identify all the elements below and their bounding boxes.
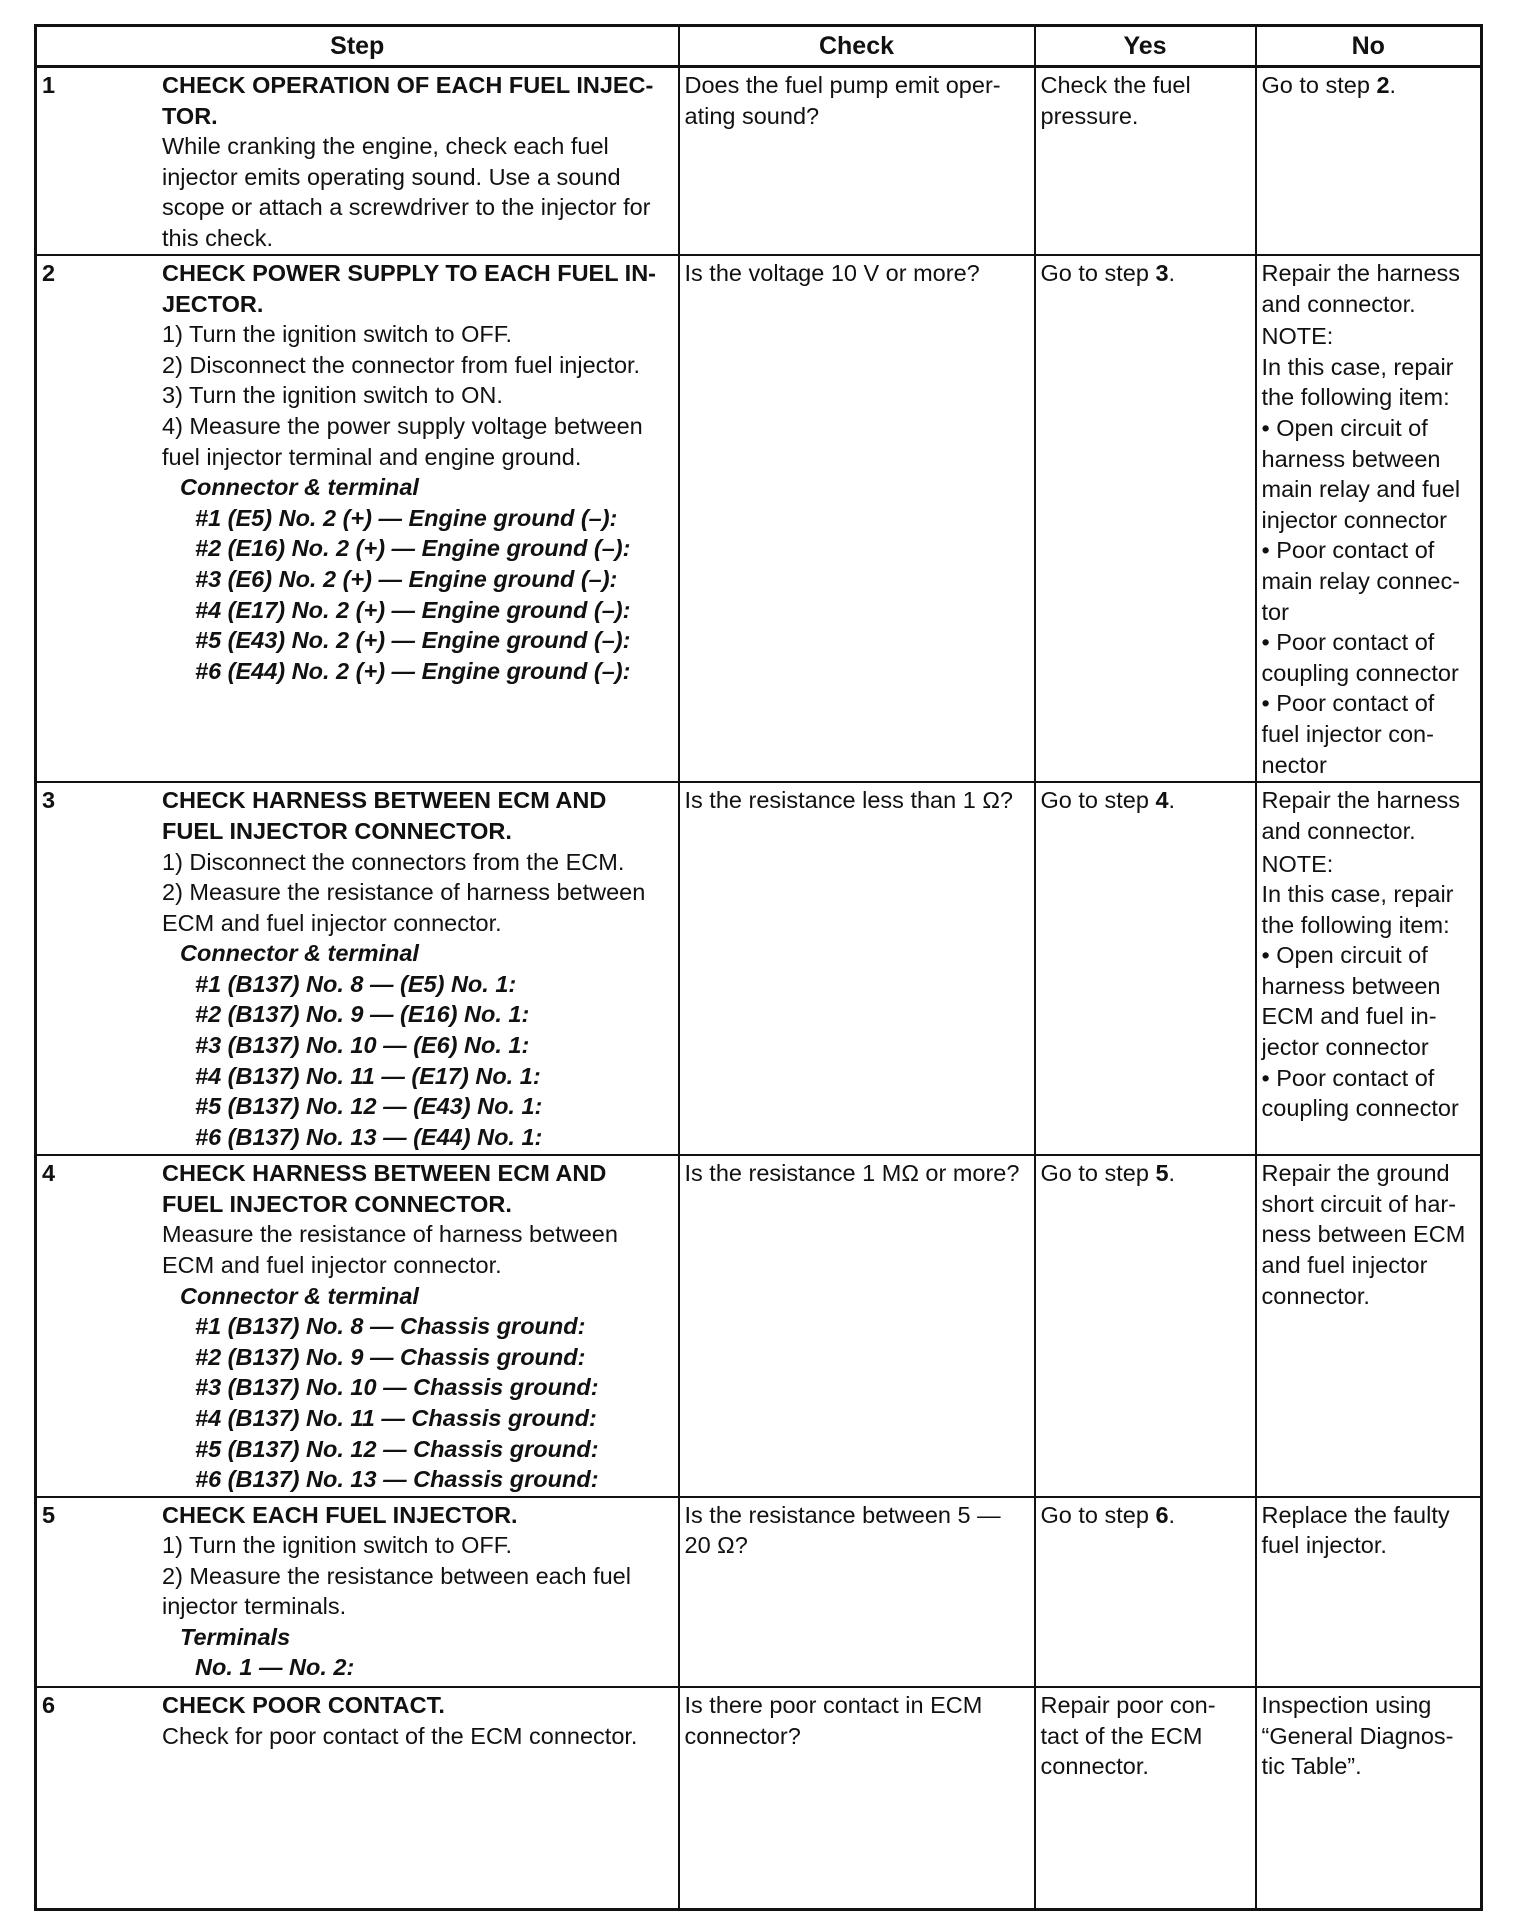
connector-terminal-item: #4 (B137) No. 11 — (E17) No. 1: — [195, 1062, 541, 1089]
step-title: CHECK EACH FUEL INJECTOR. — [162, 1501, 518, 1528]
yes-text-suffix: . — [1168, 787, 1176, 814]
yes-text-suffix: . — [1168, 1501, 1176, 1528]
step-number: 2 — [42, 260, 56, 286]
table-row-step-2 — [36, 255, 1482, 782]
yes-text-suffix: . — [1168, 260, 1176, 286]
terminals-heading: Terminals — [180, 1623, 291, 1650]
yes-cell — [1035, 1155, 1256, 1496]
check-cell: Does the fuel pump emit oper- ating sound? — [679, 67, 1035, 256]
no-cell — [1256, 782, 1482, 1155]
no-main-text: Inspection using “General Diagnos- tic Table”. — [1261, 1691, 1454, 1780]
connector-terminal-item: #2 (B137) No. 9 — Chassis ground: — [195, 1343, 586, 1370]
connector-terminal-item: #6 (B137) No. 13 — Chassis ground: — [195, 1466, 599, 1493]
header-check: Check — [679, 26, 1035, 67]
connector-terminal-item: #6 (B137) No. 13 — (E44) No. 1: — [195, 1123, 543, 1150]
connector-terminal-item: #2 (B137) No. 9 — (E16) No. 1: — [195, 1001, 530, 1028]
step-cell — [36, 67, 679, 256]
yes-text-suffix: . — [1168, 1160, 1176, 1187]
note-item: • Open circuit of harness between ECM and fuel in- jector connector — [1261, 942, 1441, 1061]
step-number: 6 — [42, 1691, 56, 1718]
check-cell: Is the voltage 10 V or more? — [679, 255, 1035, 782]
no-cell — [1256, 67, 1482, 256]
table-row-step-3 — [36, 782, 1482, 1155]
header-yes: Yes — [1035, 26, 1256, 67]
note-label: NOTE: — [1261, 323, 1334, 350]
note-intro: In this case, repair the following item: — [1261, 881, 1454, 938]
connector-terminal-item: #3 (B137) No. 10 — (E6) No. 1: — [195, 1032, 530, 1059]
no-main-text: Repair the harness and connector. — [1261, 787, 1461, 844]
procedure-step: 4) Measure the power supply voltage between fuel injector terminal and engine ground. — [162, 412, 643, 470]
header-no: No — [1256, 26, 1482, 67]
no-main-text: Replace the faulty fuel injector. — [1261, 1501, 1450, 1559]
terminals-item: No. 1 — No. 2: — [195, 1654, 355, 1681]
step-description: Check for poor contact of the ECM connector. — [162, 1722, 638, 1749]
step-reference: 5 — [1155, 1160, 1169, 1187]
step-reference: 6 — [1155, 1501, 1169, 1528]
note-label: NOTE: — [1261, 850, 1334, 877]
step-cell — [36, 255, 679, 782]
yes-cell: Repair poor con- tact of the ECM connector. — [1035, 1687, 1256, 1910]
yes-cell — [1035, 782, 1256, 1155]
check-cell: Is there poor contact in ECM connector? — [679, 1687, 1035, 1910]
table-row-step-4 — [36, 1155, 1482, 1496]
step-reference: 4 — [1155, 787, 1169, 814]
step-title: CHECK POOR CONTACT. — [162, 1691, 445, 1718]
step-description: Measure the resistance of harness between ECM and fuel injector connector. — [162, 1221, 618, 1278]
connector-terminal-item: #1 (B137) No. 8 — (E5) No. 1: — [195, 970, 517, 997]
no-cell — [1256, 1497, 1482, 1687]
yes-cell — [1035, 255, 1256, 782]
step-cell — [36, 782, 679, 1155]
step-number: 3 — [42, 787, 56, 814]
step-reference: 3 — [1155, 260, 1169, 286]
no-main-text: Repair the harness and connector. — [1261, 260, 1461, 317]
step-number: 5 — [42, 1501, 56, 1528]
check-cell: Is the resistance 1 MΩ or more? — [679, 1155, 1035, 1496]
connector-terminal-item: #1 (E5) No. 2 (+) — Engine ground (–): — [195, 504, 618, 531]
step-title: CHECK POWER SUPPLY TO EACH FUEL IN- JECTOR. — [162, 260, 657, 317]
procedure-step: 2) Measure the resistance between each fuel injector terminals. — [162, 1562, 631, 1620]
connector-terminal-heading: Connector & terminal — [180, 474, 419, 501]
yes-text: Go to step — [1040, 1501, 1156, 1528]
connector-terminal-item: #3 (E6) No. 2 (+) — Engine ground (–): — [195, 565, 618, 592]
no-text-suffix: . — [1389, 72, 1397, 98]
step-number: 1 — [42, 72, 56, 98]
connector-terminal-item: #6 (E44) No. 2 (+) — Engine ground (–): — [195, 657, 631, 684]
note-item: • Poor contact of coupling connector — [1261, 629, 1459, 686]
note-item: • Poor contact of coupling connector — [1261, 1064, 1459, 1122]
no-cell — [1256, 255, 1482, 782]
procedure-step: 2) Disconnect the connector from fuel injector. — [162, 351, 641, 378]
note-item: • Open circuit of harness between main relay and fuel injector connector — [1261, 414, 1461, 533]
procedure-step: 1) Turn the ignition switch to OFF. — [162, 321, 513, 348]
yes-text: Go to step — [1040, 787, 1156, 814]
note-item: • Poor contact of fuel injector con- nector — [1261, 690, 1435, 778]
procedure-step: 1) Disconnect the connectors from the ECM. — [162, 848, 625, 875]
diagnostic-table — [34, 24, 1483, 1911]
table-row-step-6 — [36, 1687, 1482, 1910]
connector-terminal-heading: Connector & terminal — [180, 940, 419, 967]
step-reference: 2 — [1376, 72, 1390, 98]
step-number: 4 — [42, 1160, 56, 1187]
diagnostic-table-page — [34, 24, 1480, 1911]
step-description: While cranking the engine, check each fuel injector emits operating sound. Use a sound scope or attach a screwdriver to the injector for this check. — [162, 133, 651, 251]
yes-cell: Check the fuel pressure. — [1035, 67, 1256, 256]
connector-terminal-item: #4 (B137) No. 11 — Chassis ground: — [195, 1404, 597, 1431]
table-row-step-5 — [36, 1497, 1482, 1687]
check-cell: Is the resistance less than 1 Ω? — [679, 782, 1035, 1155]
yes-text: Go to step — [1040, 260, 1156, 286]
step-cell — [36, 1155, 679, 1496]
connector-terminal-heading: Connector & terminal — [180, 1282, 419, 1309]
no-cell — [1256, 1687, 1482, 1910]
connector-terminal-item: #4 (E17) No. 2 (+) — Engine ground (–): — [195, 596, 631, 623]
no-text: Go to step — [1261, 72, 1377, 98]
step-title: CHECK OPERATION OF EACH FUEL INJEC- TOR. — [162, 72, 654, 129]
step-title: CHECK HARNESS BETWEEN ECM AND FUEL INJECTOR CONNECTOR. — [162, 787, 607, 844]
step-cell — [36, 1497, 679, 1687]
connector-terminal-item: #5 (B137) No. 12 — Chassis ground: — [195, 1435, 599, 1462]
procedure-step: 2) Measure the resistance of harness between ECM and fuel injector connector. — [162, 879, 646, 936]
table-header-row — [36, 26, 1482, 67]
no-cell — [1256, 1155, 1482, 1496]
note-intro: In this case, repair the following item: — [1261, 353, 1454, 411]
table-row-step-1 — [36, 67, 1482, 256]
connector-terminal-item: #3 (B137) No. 10 — Chassis ground: — [195, 1374, 599, 1401]
step-cell — [36, 1687, 679, 1910]
header-step: Step — [36, 26, 679, 67]
check-cell: Is the resistance between 5 — 20 Ω? — [679, 1497, 1035, 1687]
note-item: • Poor contact of main relay connec- tor — [1261, 537, 1461, 625]
procedure-step: 1) Turn the ignition switch to OFF. — [162, 1532, 513, 1559]
connector-terminal-item: #1 (B137) No. 8 — Chassis ground: — [195, 1313, 586, 1340]
yes-cell — [1035, 1497, 1256, 1687]
connector-terminal-item: #5 (E43) No. 2 (+) — Engine ground (–): — [195, 627, 631, 654]
no-main-text: Repair the ground short circuit of har- ness between ECM and fuel injector connector. — [1261, 1160, 1466, 1309]
step-title: CHECK HARNESS BETWEEN ECM AND FUEL INJECTOR CONNECTOR. — [162, 1160, 607, 1217]
procedure-step: 3) Turn the ignition switch to ON. — [162, 382, 503, 409]
connector-terminal-item: #5 (B137) No. 12 — (E43) No. 1: — [195, 1093, 543, 1120]
yes-text: Go to step — [1040, 1160, 1156, 1187]
connector-terminal-item: #2 (E16) No. 2 (+) — Engine ground (–): — [195, 535, 631, 562]
